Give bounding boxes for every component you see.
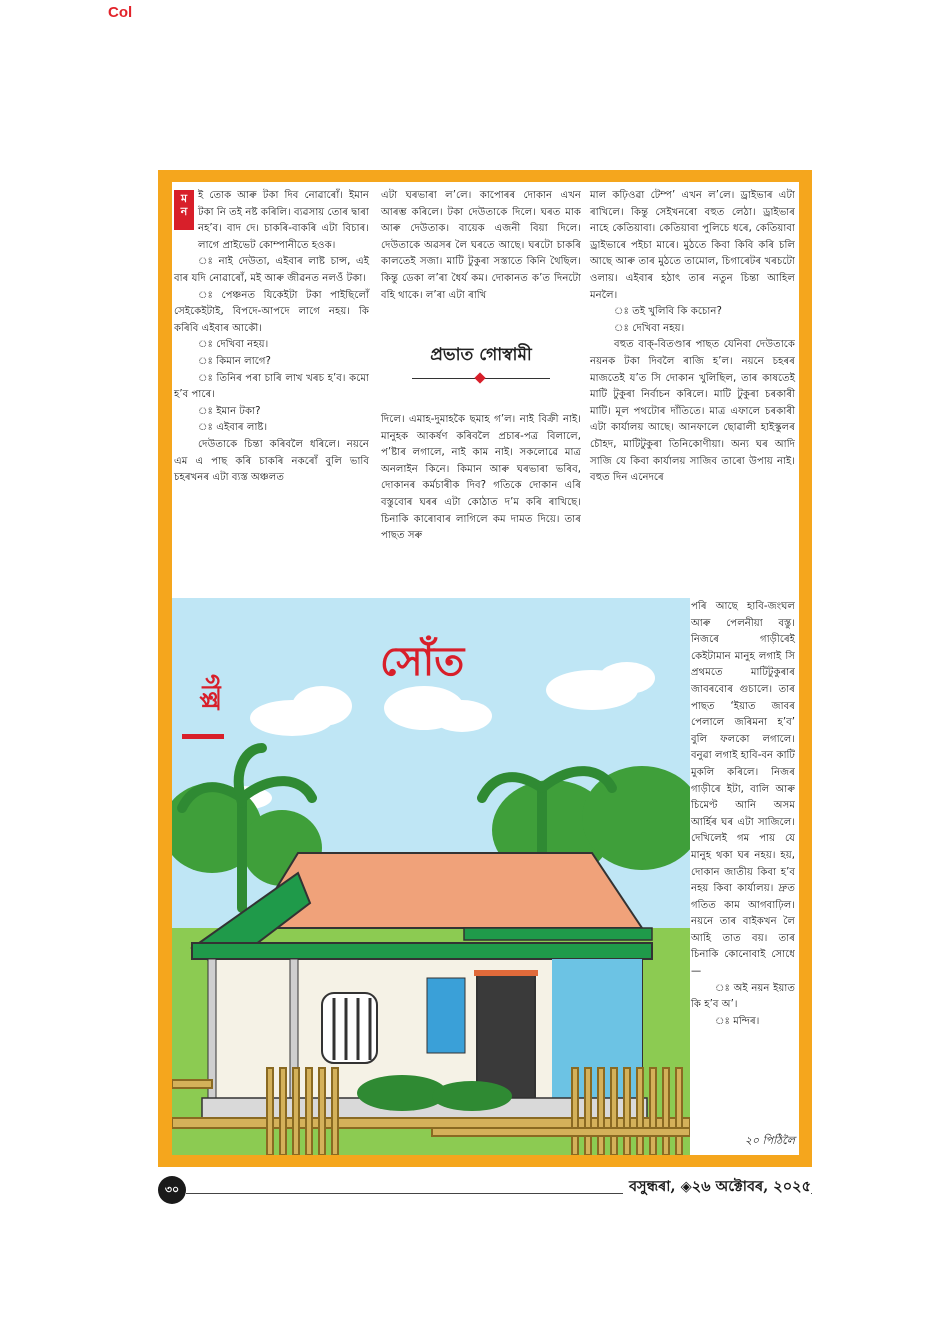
paragraph: ঃ কিমান লাগে? bbox=[198, 355, 271, 367]
dropcap: ম ন bbox=[174, 190, 194, 230]
paragraph: দেউতাকে চিন্তা কৰিবলৈ ধৰিলে। নয়নে এম এ পাছ কৰি চাকৰি নকৰোঁ বুলি ভাবি চহৰখনৰ এটা ব্যস্ত অঞ্চলত bbox=[174, 438, 369, 484]
paragraph: ঃ দেখিবা নহয়। bbox=[614, 322, 685, 334]
paragraph: বহুত বাক্-বিতণ্ডাৰ পাছত যেনিবা দেউতাকে নয়নক টকা দিবলৈ ৰাজি হ’ল। নয়নে চহৰৰ মাজতেই য’ত সি দোকান খুলিছিল, তাৰ কাষতেই মাটি টুকুৰা নিৰ্বাচন কৰিলে। মাটি টুকুৰা চৰকাৰী মাটি। মূল পথটোৰ দাঁতিতে। মাত্ৰ এফালে চৰকাৰী এটা কাৰ্যালয় আছে। আনফালে ছোৱালী হাইস্কুলৰ চৌহদ, মাটিটুকুৰা তিনিকোণীয়া। অন্য ঘৰ আদি সাজি যে কিবা কাৰ্যালয় সাজিব তাৰো উপায় নাই। বহুত দিন এনেদৰে bbox=[590, 339, 795, 484]
column-2-bottom bbox=[381, 412, 581, 545]
story-panel bbox=[172, 182, 799, 1155]
byline-rule bbox=[412, 378, 550, 379]
column-2-top bbox=[381, 188, 581, 304]
column-3 bbox=[590, 188, 795, 487]
column-3-narrow bbox=[691, 599, 795, 1030]
column-1 bbox=[174, 188, 369, 487]
paragraph: ঃ দেখিবা নহয়। bbox=[198, 339, 269, 351]
publication-line: বসুন্ধৰা, ◈২৬ অক্টোবৰ, ২০২৫ bbox=[623, 1176, 811, 1200]
paragraph: ঃ ইমান টকা? bbox=[198, 405, 261, 417]
paragraph: দিলে। এমাহ-দুমাহকৈ ছমাহ গ’ল। নাই বিক্ৰী নাই। মানুহক আকৰ্ষণ কৰিবলৈ প্ৰচাৰ-পত্ৰ বিলালে, প’ষ্টাৰ লগালে, নাই কাম নাই। সকলোৱে মাত্ৰ অনলাইন কিনে। কিমান আৰু ঘৰভাৰা ভৰিব, দোকানৰ কৰ্মচাৰীক দিব? গতিকে দোকান এৰি বস্তুবোৰ ঘৰৰ এটা কোঠাত দ’ম কৰি ৰাখিছে। চিনাকি কাৰোবাৰ লাগিলে কম দামত দিয়ে। তাৰ পাছত সৰু bbox=[381, 414, 581, 542]
author-byline bbox=[381, 342, 581, 379]
continued-note: ২০ পিঠিলৈ bbox=[744, 1134, 795, 1147]
paragraph: ঃ অই নয়ন ইয়াত কি হ’ব অ’। bbox=[691, 982, 795, 1011]
paragraph: ঃ তই খুলিবি কি কচোন? bbox=[614, 306, 722, 318]
paragraph: ঃ পেঞ্চনত যিকেইটা টকা পাইছিলোঁ সেইকেইটাই, বিপদে-আপদে লাগে নহয়। কি কৰিবি এইবাৰ আকৌ। bbox=[174, 289, 369, 334]
corner-mark: Col bbox=[108, 4, 133, 21]
section-label: গল্প bbox=[195, 674, 225, 710]
story-title: সোঁত bbox=[380, 638, 465, 685]
author-name: প্ৰভাত গোস্বামী bbox=[430, 345, 532, 365]
page-number: ৩০ bbox=[158, 1176, 186, 1204]
paragraph: ঃ মন্দিৰ। bbox=[715, 1015, 760, 1027]
paragraph: ঃ নাই দেউতা, এইবাৰ লাষ্ট চান্স, এই বাৰ যদি নোৱাৰোঁ, মই আৰু জীৱনত নলওঁ টকা। bbox=[174, 256, 369, 284]
diamond-icon bbox=[474, 372, 485, 383]
section-bar bbox=[182, 734, 224, 739]
paragraph: এটা ঘৰভাৰা ল’লে। কাপোৰৰ দোকান এখন আৰম্ভ কৰিলে। টকা দেউতাকে দিলে। ঘৰত মাক আৰু দেউতাক। বায়েক এজনী বিয়া দিলে। দেউতাকে অৱসৰ লৈ ঘৰতে আছে। ঘৰটো চাকৰি কালতেই সজা। মাটি টুকুৰা সস্তাতে কিনি থৈছিল। কিন্তু ডেকা ল’ৰা ধৈৰ্য কম। দোকানত ক’ত দিনটো বহি থাকে। ল’ৰা এটা ৰাখি bbox=[381, 190, 581, 301]
paragraph: পৰি আছে হাবি-জংঘল আৰু পেলনীয়া বস্তু। নিজৰে গাড়ীৰেই কেইটামান মানুহ লগাই সি প্ৰথমতে মাটিটুকুৰাৰ জাবৰবোৰ গুচালে। তাৰ পাছত ‘ইয়াত জাবৰ পেলালে জৰিমনা হ’ব’ বুলি ফলকো লগালে। বনুৱা লগাই হাবি-বন কাটি মুকলি কৰিলে। নিজৰ গাড়ীৰে ইটা, বালি আৰু চিমেণ্ট আনি অসম আৰ্হিৰ ঘৰ এটা সাজিলে। দেখিলেই গম পায় যে মানুহ থকা ঘৰ নহয়। হয়, দোকান জাতীয় কিবা হ’ব নহয় কিবা কাৰ্যালয়। দ্ৰুত গতিত কাম আগবাঢ়িল। নয়নে তাৰ বাইকখন লৈ আহি তাত বয়। তাৰ চিনাকি কোনোবাই সোধে— bbox=[691, 601, 795, 978]
paragraph: ঃ তিনিৰ পৰা চাৰি লাখ খৰচ হ’ব। কমো হ’ব পাৰে। bbox=[174, 372, 369, 401]
paragraph: ই তোক আৰু টকা দিব নোৱাৰোঁ। ইমান টকা নি তই নষ্ট কৰিলি। ব্যৱসায় তোৰ দ্বাৰা নহ’ব। বাদ দে। চাকৰি-বাকৰি এটা বিচাৰ। লাগে প্ৰাইভেট কোম্পানীতে হওক। bbox=[198, 190, 369, 251]
paragraph: ঃ এইবাৰ লাষ্ট। bbox=[198, 422, 268, 434]
paragraph: মাল কঢ়িওৱা টেম্প’ এখন ল’লে। ড্ৰাইভাৰ এটা ৰাখিলে। কিন্তু সেইখনৰো বহুত লেঠা। ড্ৰাইভাৰ নাহে কেতিয়াবা। কেতিয়াবা পুলিচে ধৰে, কেতিয়াবা ড্ৰাইভাৰে পইচা মাৰে। মুঠতে কিবা কিবি কৰি চলি আছে আৰু তাৰ মুঠতে তামোল, চিগাৰেটৰ খৰচটো ওলায়। এইবাৰ হঠাৎ তাৰ নতুন চিন্তা আহিল মনলৈ। bbox=[590, 190, 795, 301]
